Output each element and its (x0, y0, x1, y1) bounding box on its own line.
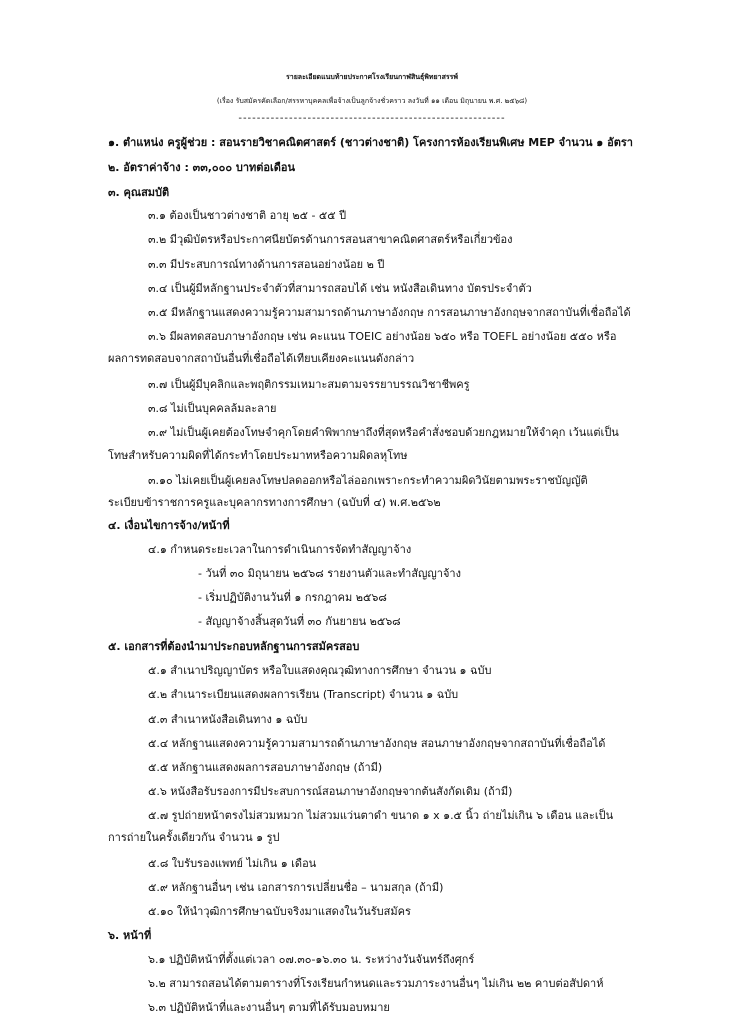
item-5-2: ๕.๒ สำเนาระเบียนแสดงผลการเรียน (Transcript) จำนวน ๑ ฉบับ (148, 688, 459, 701)
section-3-heading: ๓. คุณสมบัติ (108, 186, 170, 199)
item-5-8: ๕.๘ ใบรับรองแพทย์ ไม่เกิน ๑ เดือน (148, 857, 317, 870)
item-5-6: ๕.๖ หนังสือรับรองการมีประสบการณ์สอนภาษาอังกฤษจากต้นสังกัดเดิม (ถ้ามี) (148, 785, 513, 798)
item-3-8: ๓.๘ ไม่เป็นบุคคลล้มละลาย (148, 402, 277, 415)
separator-rule: ---------------------------------------------------------- (238, 113, 506, 124)
item-3-9: ๓.๙ ไม่เป็นผู้เคยต้องโทษจำคุกโดยคำพิพากษาถึงที่สุดหรือคำสั่งชอบด้วยกฎหมายให้จำคุก เว้นแต่เป็น (148, 426, 619, 439)
section-5-heading: ๕. เอกสารที่ต้องนำมาประกอบหลักฐานการสมัครสอบ (108, 640, 360, 653)
document-title: รายละเอียดแนบท้ายประกาศโรงเรียนกาฬสินธุ์พิทยาสรรพ์ (286, 73, 458, 81)
item-3-9-continued: โทษสำหรับความผิดที่ได้กระทำโดยประมาทหรือความผิดลหุโทษ (108, 449, 408, 462)
item-5-7: ๕.๗ รูปถ่ายหน้าตรงไม่สวมหมวก ไม่สวมแว่นตาดำ ขนาด ๑ x ๑.๕ นิ้ว ถ่ายไม่เกิน ๖ เดือน และเป็น (148, 809, 614, 822)
item-6-3: ๖.๓ ปฏิบัติหน้าที่และงานอื่นๆ ตามที่ได้รับมอบหมาย (148, 1001, 390, 1014)
section-2-salary: ๒. อัตราค่าจ้าง : ๓๓,๐๐๐ บาทต่อเดือน (108, 161, 296, 174)
item-3-7: ๓.๗ เป็นผู้มีบุคลิกและพฤติกรรมเหมาะสมตามจรรยาบรรณวิชาชีพครู (148, 378, 470, 391)
item-5-1: ๕.๑ สำเนาปริญญาบัตร หรือใบแสดงคุณวุฒิทางการศึกษา จำนวน ๑ ฉบับ (148, 664, 492, 677)
item-3-2: ๓.๒ มีวุฒิบัตรหรือประกาศนียบัตรด้านการสอนสาขาคณิตศาสตร์หรือเกี่ยวข้อง (148, 233, 513, 246)
item-5-7-continued: การถ่ายในครั้งเดียวกัน จำนวน ๑ รูป (108, 831, 280, 844)
section-4-heading: ๔. เงื่อนไขการจ้าง/หน้าที่ (108, 519, 230, 532)
section-1-position: ๑. ตำแหน่ง ครูผู้ช่วย : สอนรายวิชาคณิตศาสตร์ (ชาวต่างชาติ) โครงการห้องเรียนพิเศษ MEP จำนวน ๑ อัตรา (108, 136, 633, 149)
item-5-10: ๕.๑๐ ให้นำวุฒิการศึกษาฉบับจริงมาแสดงในวันรับสมัคร (148, 905, 411, 918)
item-5-5: ๕.๕ หลักฐานแสดงผลการสอบภาษาอังกฤษ (ถ้ามี) (148, 761, 383, 774)
item-4-1-c: - สัญญาจ้างสิ้นสุดวันที่ ๓๐ กันยายน ๒๕๖๘ (198, 615, 401, 628)
item-3-6-continued: ผลการทดสอบจากสถาบันอื่นที่เชื่อถือได้เทียบเคียงคะแนนดังกล่าว (108, 352, 415, 365)
item-3-6: ๓.๖ มีผลทดสอบภาษาอังกฤษ เช่น คะแนน TOEIC อย่างน้อย ๖๕๐ หรือ TOEFL อย่างน้อย ๕๕๐ หรือ (148, 330, 617, 343)
item-3-10-continued: ระเบียบข้าราชการครูและบุคลากรทางการศึกษา (ฉบับที่ ๔) พ.ศ.๒๕๖๒ (108, 496, 441, 509)
item-3-5: ๓.๕ มีหลักฐานแสดงความรู้ความสามารถด้านภาษาอังกฤษ การสอนภาษาอังกฤษจากสถาบันที่เชื่อถือได้ (148, 306, 631, 319)
item-6-2: ๖.๒ สามารถสอนได้ตามตารางที่โรงเรียนกำหนดและรวมภาระงานอื่นๆ ไม่เกิน ๒๒ คาบต่อสัปดาห์ (148, 977, 604, 990)
item-5-9: ๕.๙ หลักฐานอื่นๆ เช่น เอกสารการเปลี่ยนชื่อ – นามสกุล (ถ้ามี) (148, 881, 444, 894)
section-6-heading: ๖. หน้าที่ (108, 929, 152, 942)
item-6-1: ๖.๑ ปฏิบัติหน้าที่ตั้งแต่เวลา ๐๗.๓๐-๑๖.๓๐ น. ระหว่างวันจันทร์ถึงศุกร์ (148, 953, 475, 966)
item-3-3: ๓.๓ มีประสบการณ์ทางด้านการสอนอย่างน้อย ๒ ปี (148, 258, 385, 271)
item-3-1: ๓.๑ ต้องเป็นชาวต่างชาติ อายุ ๒๕ - ๕๕ ปี (148, 209, 347, 222)
item-5-3: ๕.๓ สำเนาหนังสือเดินทาง ๑ ฉบับ (148, 713, 308, 726)
item-4-1-a: - วันที่ ๓๐ มิถุนายน ๒๕๖๘ รายงานตัวและทำสัญญาจ้าง (198, 567, 461, 580)
item-3-10: ๓.๑๐ ไม่เคยเป็นผู้เคยลงโทษปลดออกหรือไล่ออกเพราะกระทำความผิดวินัยตามพระราชบัญญัติ (148, 474, 588, 487)
item-4-1-b: - เริ่มปฏิบัติงานวันที่ ๑ กรกฎาคม ๒๕๖๘ (198, 591, 387, 604)
document-subtitle: (เรื่อง รับสมัครคัดเลือก/สรรหาบุคคลเพื่อจ้างเป็นลูกจ้างชั่วคราว ลงวันที่ ๑๑ เดือน มิถุนายน พ.ศ. ๒๕๖๘) (216, 97, 528, 105)
item-4-1: ๔.๑ กำหนดระยะเวลาในการดำเนินการจัดทำสัญญาจ้าง (148, 543, 412, 556)
item-3-4: ๓.๔ เป็นผู้มีหลักฐานประจำตัวที่สามารถสอบได้ เช่น หนังสือเดินทาง บัตรประจำตัว (148, 282, 532, 295)
item-5-4: ๕.๔ หลักฐานแสดงความรู้ความสามารถด้านภาษาอังกฤษ สอนภาษาอังกฤษจากสถาบันที่เชื่อถือได้ (148, 737, 606, 750)
